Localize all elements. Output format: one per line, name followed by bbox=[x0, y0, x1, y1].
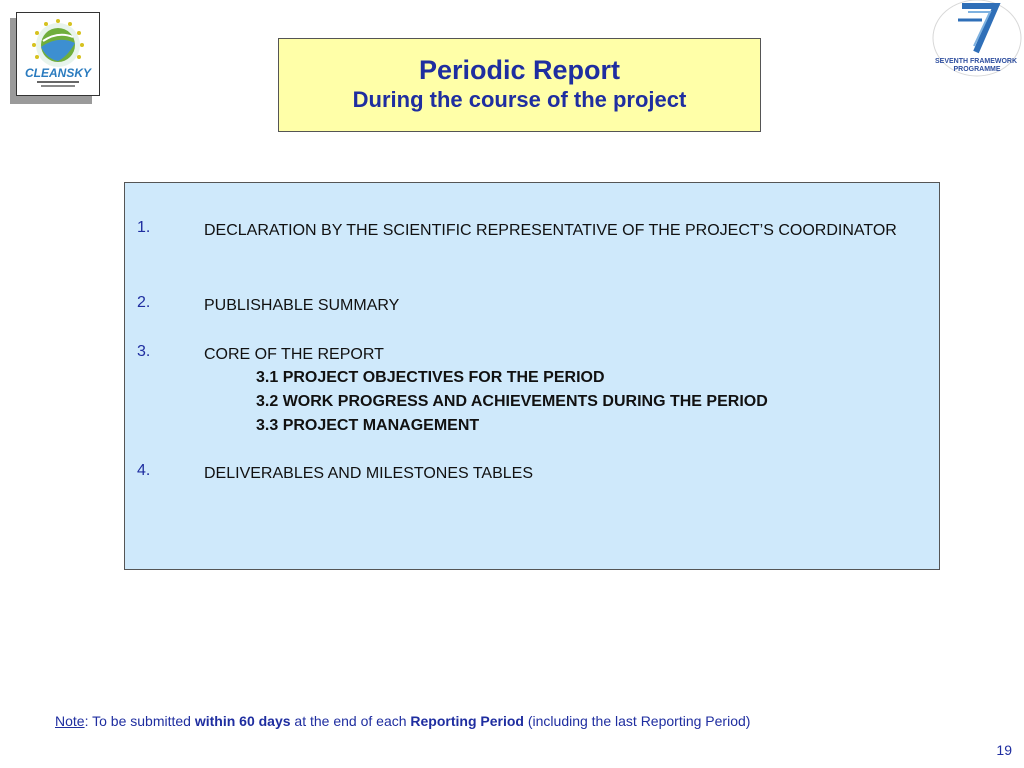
fp7-logo-text-line2: PROGRAMME bbox=[953, 66, 1001, 73]
note-emphasis-period: Reporting Period bbox=[410, 713, 524, 729]
list-item-number: 3. bbox=[137, 343, 151, 360]
logo-frame bbox=[16, 12, 100, 96]
cleansky-logo bbox=[10, 12, 100, 102]
list-item-text: PUBLISHABLE SUMMARY bbox=[204, 297, 400, 314]
fp7-emblem-icon bbox=[930, 0, 1024, 80]
list-item-text: CORE OF THE REPORT bbox=[204, 346, 384, 363]
sub-item: 3.3 PROJECT MANAGEMENT bbox=[256, 417, 480, 434]
sub-item: 3.2 WORK PROGRESS AND ACHIEVEMENTS DURING THE PERIOD bbox=[256, 393, 768, 410]
note-text-1: : To be submitted bbox=[84, 713, 195, 729]
cleansky-logo-text: CLEANSKY bbox=[24, 66, 92, 80]
footnote bbox=[55, 713, 750, 729]
cleansky-emblem-icon bbox=[17, 13, 99, 95]
page-subtitle: During the course of the project bbox=[352, 87, 687, 112]
list-item-text: DELIVERABLES AND MILESTONES TABLES bbox=[204, 465, 534, 482]
list-item-text: DECLARATION BY THE SCIENTIFIC REPRESENTATIVE OF THE PROJECT’S COORDINATOR bbox=[204, 222, 897, 239]
note-text-2: at the end of each bbox=[290, 713, 411, 729]
note-text-3: (including the last Reporting Period) bbox=[523, 713, 751, 729]
sub-item: 3.1 PROJECT OBJECTIVES FOR THE PERIOD bbox=[256, 369, 605, 386]
list-item-number: 2. bbox=[137, 294, 151, 311]
fp7-logo bbox=[930, 0, 1024, 80]
page-number: 19 bbox=[996, 742, 1012, 758]
report-contents-box bbox=[124, 182, 940, 570]
list-item-number: 1. bbox=[137, 219, 151, 236]
page-title: Periodic Report bbox=[418, 55, 621, 85]
list-item-number: 4. bbox=[137, 462, 151, 479]
note-label: Note bbox=[55, 713, 85, 729]
fp7-logo-text-line1: SEVENTH FRAMEWORK bbox=[934, 58, 1018, 65]
note-emphasis-days: within 60 days bbox=[194, 713, 291, 729]
title-box bbox=[278, 38, 761, 132]
